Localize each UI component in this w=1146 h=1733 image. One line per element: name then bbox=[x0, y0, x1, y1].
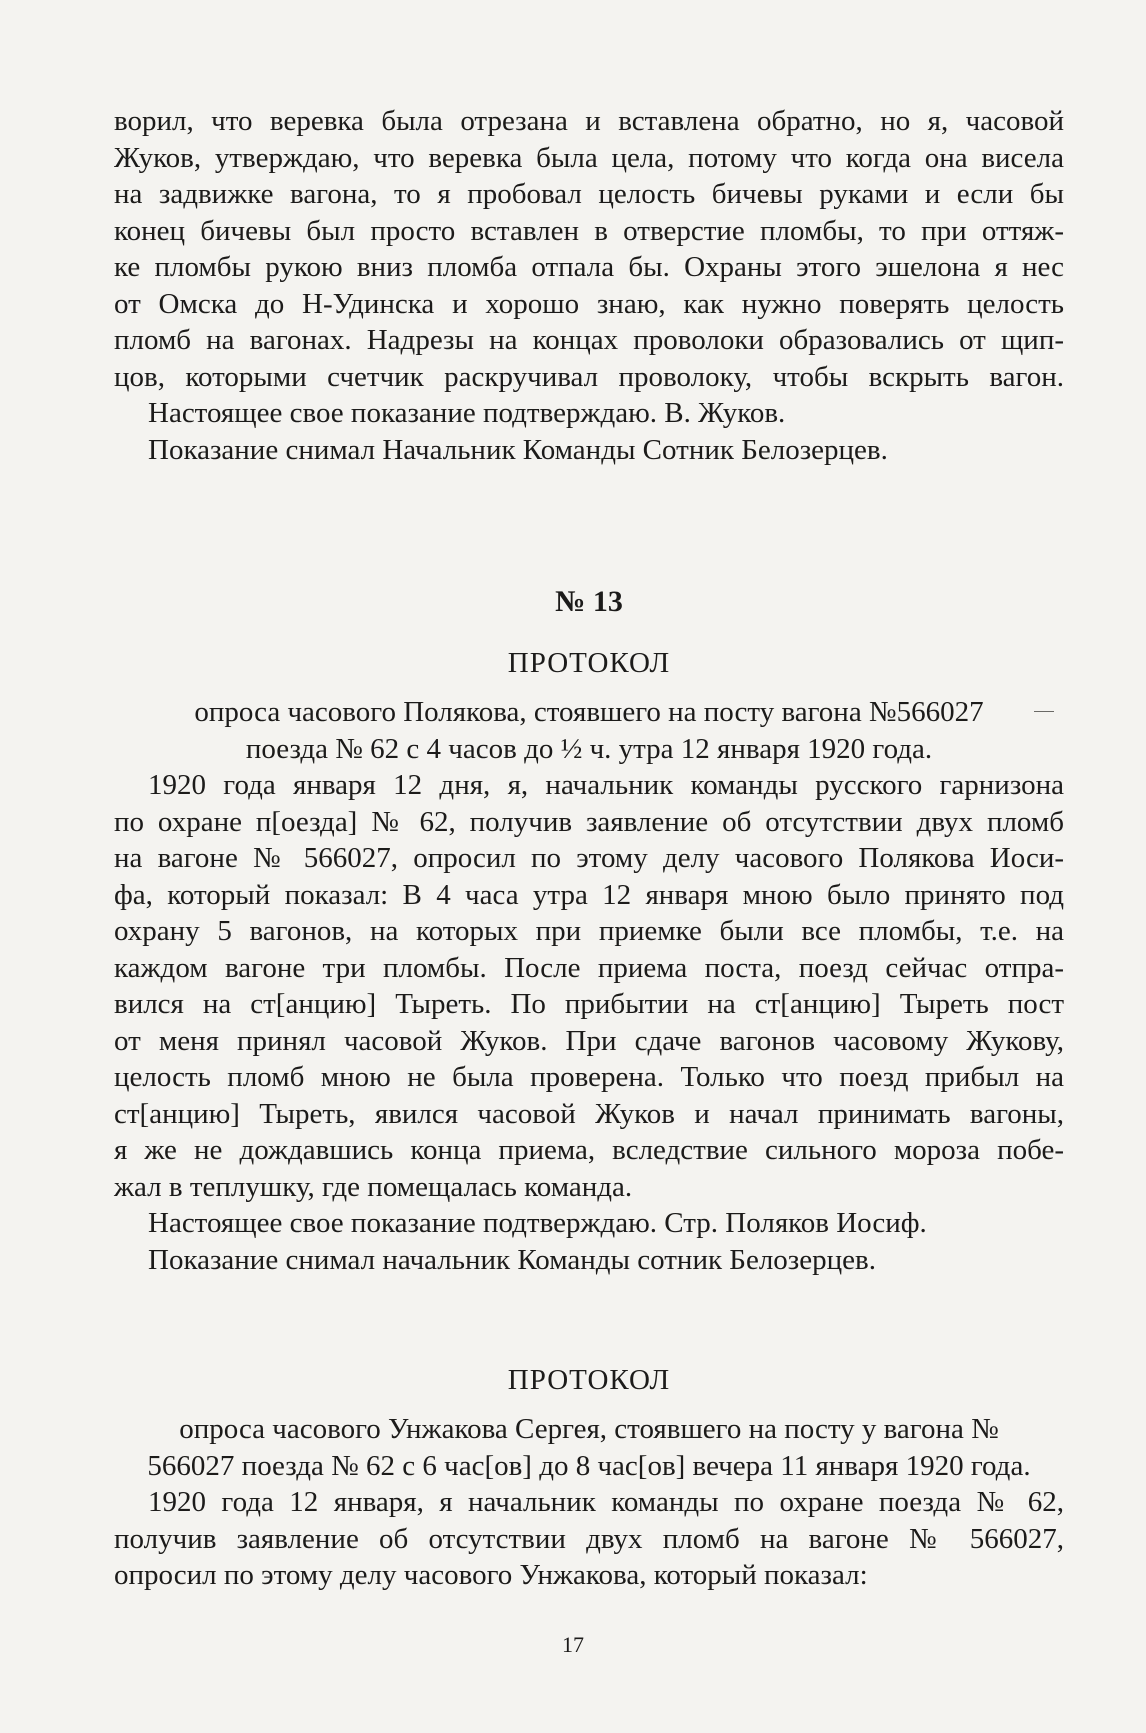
text-line: вился на ст[анцию] Тыреть. По прибытии на ст[анцию] Тыреть пост bbox=[114, 988, 1064, 1020]
text-line: 1920 года 12 января, я начальник команды по охране поезда № 62, bbox=[148, 1486, 1064, 1518]
protocol-title: ПРОТОКОЛ bbox=[507, 1364, 671, 1396]
text-line: ворил, что веревка была отрезана и вставлена обратно, но я, часовой bbox=[114, 105, 1064, 137]
document-number: № 13 bbox=[555, 585, 623, 618]
text-line: ст[анцию] Тыреть, явился часовой Жуков и начал принимать вагоны, bbox=[114, 1097, 1064, 1130]
subtitle-line: 566027 поезда № 62 с 6 час[ов] до 8 час[ов] вечера 11 января 1920 года. bbox=[147, 1449, 1031, 1482]
protocol-subtitle bbox=[114, 694, 1064, 767]
text-line: каждом вагоне три пломбы. После приема поста, поезд сейчас отпра- bbox=[114, 951, 1064, 984]
text-line: получив заявление об отсутствии двух пломб на вагоне № 566027, bbox=[114, 1522, 1064, 1555]
text-line: от Омска до Н-Удинска и хорошо знаю, как нужно поверять целость bbox=[114, 287, 1064, 320]
text-line: цов, которыми счетчик раскручивал проволоку, чтобы вскрыть вагон. bbox=[114, 360, 1064, 393]
text-line: пломб на вагонах. Надрезы на концах проволоки образовались от щип- bbox=[114, 324, 1064, 356]
text-line: по охране п[оезда] № 62, получив заявление об отсутствии двух пломб bbox=[114, 805, 1064, 838]
text-line: Жуков, утверждаю, что веревка была цела, потому что когда она висела bbox=[114, 141, 1064, 174]
signature-line: Настоящее свое показание подтверждаю. В. Жуков. bbox=[148, 397, 786, 429]
text-line: я же не дождавшись конца приема, вследствие сильного мороза побе- bbox=[114, 1134, 1064, 1166]
taken-by-line: Показание снимал начальник Команды сотник Белозерцев. bbox=[148, 1243, 876, 1276]
page-number: 17 bbox=[562, 1632, 584, 1657]
subtitle-line: опроса часового Унжакова Сергея, стоявшего на посту у вагона № bbox=[179, 1413, 999, 1445]
text-line: охрану 5 вагонов, на которых при приемке были все пломбы, т.е. на bbox=[114, 915, 1064, 947]
protocol-title: ПРОТОКОЛ bbox=[507, 647, 671, 679]
text-line: фа, который показал: В 4 часа утра 12 января мною было принято под bbox=[114, 878, 1064, 911]
protocol-body bbox=[114, 767, 1064, 1278]
protocol-body bbox=[114, 1484, 1064, 1594]
text-line: целость пломб мною не была проверена. Только что поезд прибыл на bbox=[114, 1061, 1064, 1093]
text-line: на задвижке вагона, то я пробовал целость бичевы руками и если бы bbox=[114, 178, 1064, 210]
text-line: конец бичевы был просто вставлен в отверстие пломбы, то при оттяж- bbox=[114, 214, 1064, 247]
text-line: жал в теплушку, где помещалась команда. bbox=[114, 1170, 633, 1203]
subtitle-line: опроса часового Полякова, стоявшего на посту вагона №566027 bbox=[194, 696, 984, 728]
text-line: 1920 года января 12 дня, я, начальник команды русского гарнизона bbox=[148, 769, 1064, 801]
text-line: на вагоне № 566027, опросил по этому делу часового Полякова Иоси- bbox=[114, 842, 1064, 874]
text-line: ке пломбы рукою вниз пломба отпала бы. Охраны этого эшелона я нес bbox=[114, 251, 1064, 283]
protocol-subtitle bbox=[114, 1411, 1064, 1484]
continued-testimony bbox=[114, 103, 1064, 468]
margin-mark bbox=[1034, 711, 1054, 712]
taken-by-line: Показание снимал Начальник Команды Сотник Белозерцев. bbox=[148, 433, 888, 466]
text-line: опросил по этому делу часового Унжакова, который показал: bbox=[114, 1559, 868, 1591]
signature-line: Настоящее свое показание подтверждаю. Стр. Поляков Иосиф. bbox=[148, 1207, 927, 1239]
text-line: от меня принял часовой Жуков. При сдаче вагонов часовому Жукову, bbox=[114, 1024, 1064, 1057]
subtitle-line: поезда № 62 с 4 часов до ½ ч. утра 12 января 1920 года. bbox=[245, 732, 933, 765]
